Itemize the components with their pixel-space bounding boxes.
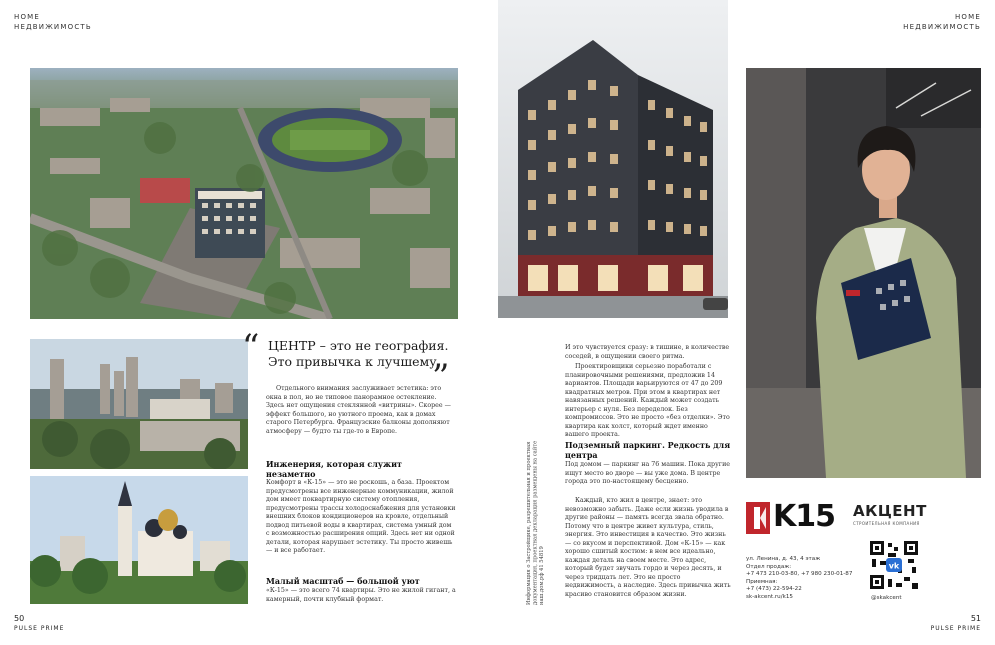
city-skyline-photo — [30, 339, 248, 469]
k15-logo — [746, 499, 835, 534]
section-label: HOME — [14, 13, 41, 21]
quote-open-mark: “ — [242, 327, 260, 367]
right-header — [903, 12, 981, 32]
reception-label: Приемная: — [746, 578, 778, 585]
sales-phones[interactable]: +7 473 210-03-80, +7 980 230-01-87 — [746, 571, 853, 578]
left-header — [14, 12, 92, 32]
section-title-engineering: Инженерия, которая служит незаметно — [266, 459, 403, 479]
section-title-parking: Подземный паркинг. Редкость для центра — [565, 440, 731, 460]
reception-phone[interactable]: +7 (473) 22-594-22 — [746, 586, 802, 593]
intro-paragraph: Отдельного внимания заслуживает эстетика: это окна в пол, но не типовое панорамное остекление. Здесь нет ощущения стеклянной «витрины». Скорее — эффект большого, но уютного проема, как в домах старого Петербурга. Французские балконы дополняют атмосферу — будто ты где-то в Европе. — [266, 385, 451, 435]
address: ул. Ленина, д. 43, 4 этаж — [746, 556, 821, 562]
quote-close-mark: ” — [432, 357, 450, 397]
magazine-name-left: PULSE PRIME — [14, 625, 65, 632]
contacts-block — [746, 556, 866, 602]
engineering-paragraph: Комфорт в «К-15» — это не роскошь, а база. Проектом предусмотрены все инженерные коммуникации, жилой дом имеет поквартирную систему отопления, предусмотрены трассы холодоснабжения для установки внешних блоков кондиционеров на кровле, отдельный подвод питьевой воды в квартирах, система умный дом с возможностью расширения опций. Здесь нет ни одной детали, которая нарушает эстетику. Ты просто живешь — и все работает. — [266, 479, 456, 554]
akcent-logo-text: АКЦЕНТ — [853, 502, 927, 520]
closing-paragraph: Каждый, кто жил в центре, знает: это невозможно забыть. Даже если жизнь уводила в другие районы — память всегда звала обратно. Потому что в центре живет культура, стиль, энергия. Это инвестиция в качество. Это жизнь — со вкусом и перспективой. Дом «К-15» — как хорошо сшитый костюм: в нем все идеально, каждая деталь на своем месте. Это адрес, который будет звучать гордо и через десять, и через тридцать лет. Это не просто недвижимость, а наследие. Здесь привычка жить красиво становится образом жизни. — [565, 497, 731, 598]
social-handle[interactable]: @skakcent — [871, 595, 902, 601]
continuation-paragraph: И это чувствуется сразу: в тишине, в количестве соседей, в ощущении своего ритма. — [565, 344, 730, 360]
section-title-scale: Малый масштаб — большой уют — [266, 576, 420, 586]
portrait-photo — [746, 68, 981, 478]
website-link[interactable]: sk-akcent.ru/k15 — [746, 593, 793, 600]
akcent-logo-subtitle: СТРОИТЕЛЬНАЯ КОМПАНИЯ — [853, 521, 920, 526]
legal-disclaimer: Информация о Застройщике, разрешительная и проектная документация, проектная декларация размещены на сайте наш.дом.рф 41 54819 — [526, 440, 545, 605]
subsection-label: НЕДВИЖИМОСТЬ — [903, 23, 981, 31]
sales-label: Отдел продаж: — [746, 563, 792, 570]
page-number-right: 51 — [970, 614, 981, 623]
magazine-name-right: PULSE PRIME — [930, 625, 981, 632]
building-render-photo — [498, 0, 728, 318]
k15-logo-mark — [746, 502, 770, 534]
section-label: HOME — [954, 13, 981, 21]
qr-code[interactable] — [868, 539, 920, 591]
layouts-paragraph: Проектировщики серьезно поработали с планировочными решениями, предложив 14 вариантов. Площади варьируются от 47 до 209 квадратных метров. При этом в квартирах нет навязанных решений. Каждый может создать интерьер с нуля. Без переделок. Без компромиссов. Это не просто «без отделки». Это квартира как холст, который ждет именно вашего проекта. — [565, 363, 730, 438]
scale-paragraph: «К-15» — это всего 74 квартиры. Это не жилой гигант, а камерный, почти клубный формат. — [266, 587, 456, 603]
pull-quote: ЦЕНТР – это не география. Это привычка к лучшему — [268, 338, 449, 369]
aerial-city-photo — [30, 68, 458, 319]
akcent-logo — [853, 502, 953, 526]
k15-logo-text: K15 — [773, 499, 835, 534]
svg-text:vk: vk — [888, 561, 900, 571]
cathedral-photo — [30, 476, 248, 604]
page-number-left: 50 — [14, 614, 25, 623]
parking-paragraph: Под домом — паркинг на 76 машин. Пока другие ищут место во дворе — вы уже дома. В центре города это по-настоящему бесценно. — [565, 461, 731, 485]
subsection-label: НЕДВИЖИМОСТЬ — [14, 23, 92, 31]
